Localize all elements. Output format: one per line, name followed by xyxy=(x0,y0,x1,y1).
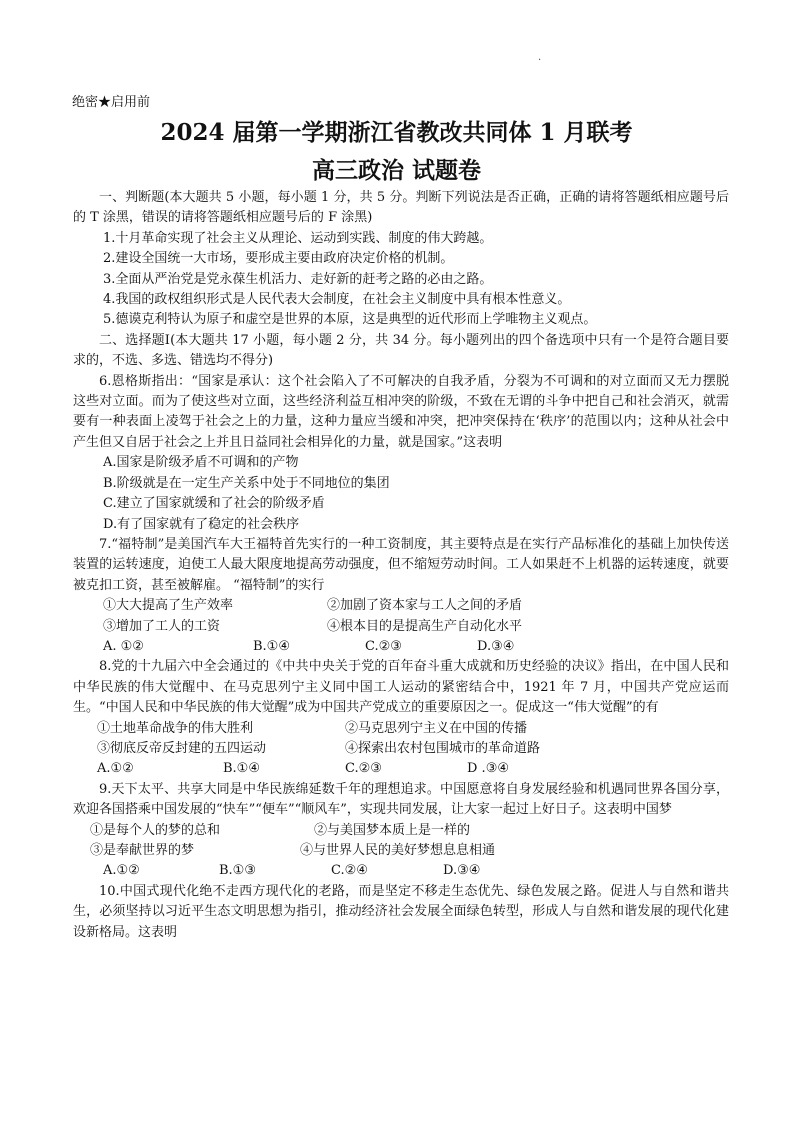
q7-choices xyxy=(73,637,729,657)
q7-statement-2: ②加剧了资本家与工人之间的矛盾 xyxy=(327,598,523,614)
q9-statements-row1 xyxy=(73,821,729,841)
q7-statement-4: ④根本目的是提高生产自动化水平 xyxy=(327,618,523,634)
q8-stem: 8.党的十九届六中全会通过的《中共中央关于党的百年奋斗重大成就和历史经验的决议》指出，在中国人民和中华民族的伟大觉醒中、在马克思列宁主义同中国工人运动的紧密结合中，1921 年 7 月，中国共产党应运而生。“中国人民和中华民族的伟大觉醒”成为中国共产党成立的重要原因之一。促成这一“伟大觉醒”的有 xyxy=(73,659,729,716)
q6-option-c: C.建立了国家就缓和了社会的阶级矛盾 xyxy=(103,496,325,512)
exam-subtitle: 高三政治 试题卷 xyxy=(311,157,481,184)
q6-stem: 6.恩格斯指出：“国家是承认：这个社会陷入了不可解决的自我矛盾，分裂为不可调和的对立面而又无力摆脱这些对立面。而为了使这些对立面，这些经济利益互相冲突的阶级，不致在无谓的斗争中把自己和社会消灭，就需要有一种表面上凌驾于社会之上的力量，这种力量应当缓和冲突，把冲突保持在‘秩序’的范围以内；这种从社会中产生但又自居于社会之上并且日益同社会相异化的力量，就是国家。”这表明 xyxy=(73,373,729,450)
q6-option-a: A.国家是阶级矛盾不可调和的产物 xyxy=(103,455,299,471)
q9-choice-a: A.①② xyxy=(103,863,140,879)
section2-intro: 二、选择题Ⅰ(本大题共 17 小题，每小题 2 分，共 34 分。每小题列出的四个备选项中只有一个是符合题目要求的，不选、多选、错选均不得分) xyxy=(73,332,729,369)
q7-choice-a: A. ①② xyxy=(103,638,144,654)
q9-choice-d: D.③④ xyxy=(443,863,481,879)
q8-statement-3: ③彻底反帝反封建的五四运动 xyxy=(97,740,267,756)
q6-option-d: D.有了国家就有了稳定的社会秩序 xyxy=(103,516,300,532)
section1-intro: 一、判断题(本大题共 5 小题，每小题 1 分，共 5 分。判断下列说法是否正确，正确的请将答题纸相应题号后的 T 涂黑，错误的请将答题纸相应题号后的 F 涂黑) xyxy=(73,190,729,226)
q7-stem: 7.“福特制”是美国汽车大王福特首先实行的一种工资制度，其主要特点是在实行产品标准化的基础上加快传送装置的运转速度，迫使工人最大限度地提高劳动强度，但不缩短劳动时间。工人如果赶不上机器的运转速度，就要被克扣工资，甚至被解雇。 “福特制”的实行 xyxy=(73,536,729,593)
q8-statements-row1 xyxy=(73,719,729,739)
q8-choice-c: C.②③ xyxy=(345,761,382,777)
q9-statement-3: ③是奉献世界的梦 xyxy=(90,843,195,858)
q7-statement-1: ①大大提高了生产效率 xyxy=(103,598,234,614)
q7-choice-d: D.③④ xyxy=(477,638,515,654)
judge-item-5: 5.德谟克利特认为原子和虚空是世界的本原，这是典型的近代形而上学唯物主义观点。 xyxy=(103,312,597,328)
q7-statement-3: ③增加了工人的工资 xyxy=(103,618,221,634)
exam-body xyxy=(73,188,729,943)
q8-choice-d: D .③④ xyxy=(467,761,509,777)
q8-statement-2: ②马克思列宁主义在中国的传播 xyxy=(345,720,528,736)
q9-statements-row2 xyxy=(73,841,729,861)
q9-statement-1: ①是每个人的梦的总和 xyxy=(90,822,221,838)
q8-statements-row2 xyxy=(73,739,729,759)
q7-choice-b: B.①④ xyxy=(253,638,290,654)
judge-item-3: 3.全面从严治党是党永葆生机活力、走好新的赶考之路的必由之路。 xyxy=(103,271,493,287)
q8-choices xyxy=(73,759,729,779)
q9-stem: 9.天下太平、共享大同是中华民族绵延数千年的理想追求。中国愿意将自身发展经验和机遇同世界各国分享，欢迎各国搭乘中国发展的“快车”“便车”“顺风车”，实现共同发展，让大家一起过上好日子。这表明中国梦 xyxy=(73,781,729,818)
q8-statement-1: ①土地革命战争的伟大胜利 xyxy=(97,720,254,736)
q9-statement-2: ②与美国梦本质上是一样的 xyxy=(314,822,471,838)
q8-choice-a: A.①② xyxy=(97,761,134,777)
confidential-label: 绝密★启用前 xyxy=(72,95,151,110)
q7-statements-row1 xyxy=(73,596,729,616)
q10-stem: 10.中国式现代化绝不走西方现代化的老路，而是坚定不移走生态优先、绿色发展之路。促进人与自然和谐共生，必须坚持以习近平生态文明思想为指引，推动经济社会发展全面绿色转型，形成人与自然和谐发展的现代化建设新格局。这表明 xyxy=(73,883,729,940)
judge-item-1: 1.十月革命实现了社会主义从理论、运动到实践、制度的伟大跨越。 xyxy=(103,230,493,246)
q9-choice-c: C.②④ xyxy=(331,863,368,879)
q7-choice-c: C.②③ xyxy=(365,638,402,654)
corner-dot: . xyxy=(538,52,542,63)
q7-statements-row2 xyxy=(73,617,729,637)
q8-choice-b: B.①④ xyxy=(223,761,260,777)
judge-item-2: 2.建设全国统一大市场，要形成主要由政府决定价格的机制。 xyxy=(103,251,454,267)
q9-choices xyxy=(73,861,729,881)
exam-title: 2024 届第一学期浙江省教改共同体 1 月联考 xyxy=(160,119,633,146)
q9-statement-4: ④与世界人民的美好梦想息息相通 xyxy=(300,843,496,858)
judge-item-4: 4.我国的政权组织形式是人民代表大会制度，在社会主义制度中具有根本性意义。 xyxy=(103,292,571,308)
q9-choice-b: B.①③ xyxy=(219,863,256,879)
q6-option-b: B.阶级就是在一定生产关系中处于不同地位的集团 xyxy=(103,475,390,491)
q8-statement-4: ④探索出农村包围城市的革命道路 xyxy=(345,740,541,756)
